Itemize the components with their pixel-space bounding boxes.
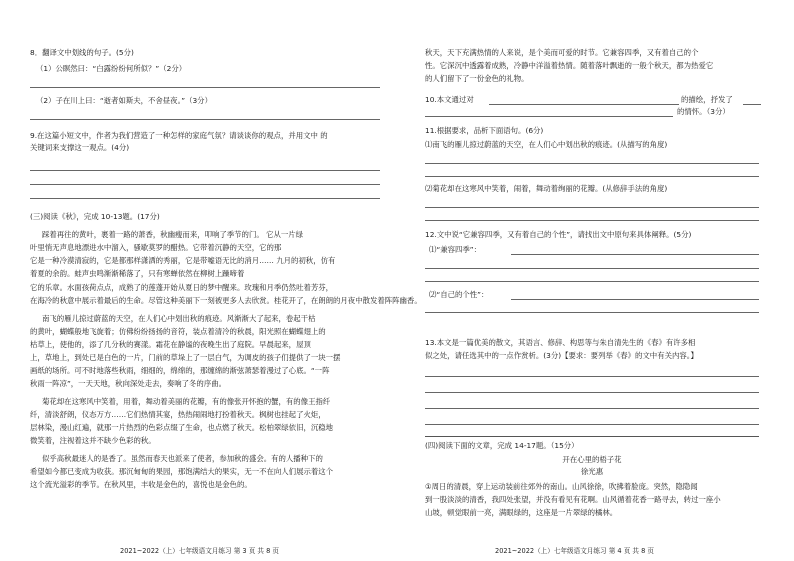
right-page: [407, 0, 764, 561]
page-footer: 2021~2022（上）七年级语文月练习 第 3 页 共 8 页: [120, 547, 279, 555]
answer-line: [30, 198, 380, 199]
answer-line: [425, 392, 759, 393]
blank-line[interactable]: [425, 116, 673, 117]
answer-line: [425, 163, 759, 164]
left-page: [30, 0, 422, 561]
q10-tail: 的情怀。（3分）: [677, 107, 730, 116]
q8-item2: （2）子在川上曰：“逝者如斯夫，不舍昼夜。”（3分）: [36, 96, 212, 105]
para-line: 它的乐章。水面孩荷点点，成熟了的莲蓬开始从夏日的梦中醒来。玫瑰和月季仍然吐着芳芬，: [30, 283, 334, 292]
para-line: 画纸的场所。可不时地落些秋雨，细细的，绵绵的，那缠绵的渐弦萧瑟着漫过了心底。“一阵: [30, 366, 330, 375]
q8-item1: （1）公瞑然曰：“白露纷纷何所似？”（2分）: [36, 64, 187, 73]
q10-mid: 的描绘，抒发了: [681, 95, 733, 104]
answer-line: [425, 268, 759, 269]
para-line: 这个流光溢彩的季节。在秋风里，丰收是金色的，喜悦也是金色的。: [30, 480, 252, 489]
para-line: 它是一种冷漠清寂的，它是都那样潇洒的秀丽，它是带嘘语无比的消月…… 九月的初秋，仿有: [30, 256, 336, 265]
para-line: 性。它深沉中透露着成熟，冷静中洋溢着热情。随着落叶飘逝的一般个秋天，都为热爱它: [425, 61, 714, 70]
answer-line: [511, 299, 759, 300]
section4-heading: (四)阅读下面的文章，完成 14-17题。（15分）: [425, 441, 579, 450]
q12-item1: ⑴“兼容四季”：: [429, 245, 482, 254]
answer-line: [30, 119, 380, 120]
answer-line: [425, 207, 759, 208]
para-line: 枯草上，使他的，添了几分秋的赛漾。霜花在静谧的夜晚生出了庭院。早晨起来，屋顶: [30, 340, 311, 349]
para-line: 似乎高秋最迷人的是香了。虽然而春天也派来了使者，参加秋的盛会。有的人播种下的: [42, 454, 323, 463]
answer-line: [511, 254, 759, 255]
section-divider: [425, 436, 759, 437]
para-line: 山坡，顿觉眼前一亮，满眼绿的，这座是一片翠绿的橘林。: [425, 508, 618, 517]
para-line: 秋天，天下充满热情的人来说，是个美而可爱的时节。它兼容四季，又有着自己的个: [425, 48, 699, 57]
para-line: ①周日的清晨，穿上运动装前往郊外的南山。山风徐徐，吹拂着脸庞。突然，隐隐闻: [425, 482, 698, 491]
answer-line: [30, 184, 380, 185]
q9-line1: 9.在这篇小短文中，作者为我们营造了一种怎样的家庭气氛？请谈谈你的观点，并用文中 的: [30, 131, 328, 140]
blank-line[interactable]: [489, 104, 679, 105]
answer-line: [425, 312, 759, 313]
q9-line2: 关键词来支撑这一观点。(4分): [30, 143, 130, 152]
para-line: 着夏的余韵。蛙声虫鸣渐渐稀落了，只有寒蝉依然在柳树上躁啼着: [30, 269, 245, 278]
q8-title: 8．翻译文中划线的句子。(5分): [30, 48, 134, 57]
para-line: 叶里悄无声息地漂进水中溜入，骚歇莫罗的醋热。它带着沉静的天空，它的那: [30, 243, 282, 252]
answer-line: [425, 281, 759, 282]
answer-line: [425, 408, 759, 409]
para-line: 到一股淡淡的清香，我四处张望，并没有看见有花啊。山风循着花香一路寻去，转过一座小: [425, 495, 721, 504]
blank-line[interactable]: [743, 104, 761, 105]
para-line: 希望如今都已变成为收获。那沉甸甸的果园，那饱满结大的果实，无一不在向人们展示着这个: [30, 467, 334, 476]
q11-item2: ⑵菊花却在这寒风中笑着，闹着，舞动着绚丽的花瓣。(从修辞手法的角度): [425, 184, 668, 193]
para-line: 南飞的雁儿掠过蔚蓝的天空，在人们心中划出秋的痕迹。风渐渐大了起来，卷起干枯: [42, 314, 316, 323]
article-title: 开在心里的梧子花: [562, 455, 622, 464]
para-line: 纤，清淡舒朗，仪态万方……它们热情其宴，热热闹闹地打扮着秋天。枫树也挂起了火炬，: [30, 410, 326, 419]
para-line: 层林染，漫山红遍，就那一片热烈的色彩点缀了生命，也点燃了秋天。松柏翠绿依旧，沉稳地: [30, 423, 334, 432]
para-line: 菊花却在这寒风中笑着，用着，舞动着美丽的花瓣，有的像张开怀抱的蟹，有的像王指纤: [42, 397, 331, 406]
section3-heading: (三)阅读《秋》，完成 10-13题。(17分): [30, 212, 160, 221]
para-line: 秋雨一阵凉”，一天天地，秋向深处走去，奏响了冬的序曲。: [30, 379, 226, 388]
q11-item1: ⑴南飞的雁儿掠过蔚蓝的天空，在人们心中划出秋的痕迹。(从描写的角度): [425, 140, 668, 149]
para-line: 在海冷的秋意中展示着最后的生命。尽管这种美丽下一刻被更多人去欣赏。桂花开了，在朗朗的月夜中散发着阵阵幽香。: [30, 296, 422, 305]
para-line: 上，草地上，到处已是白色的一片，门前的草垛上了一层白气，为调皮的孩子们提供了一块一摆: [30, 353, 341, 362]
page-footer: 2021~2022（上）七年级语文月练习 第 4 页 共 8 页: [495, 547, 654, 555]
para-line: 的人们留下了一份金色的礼物。: [425, 74, 529, 83]
answer-line: [425, 176, 759, 177]
para-line: 踩着再往的黄叶，裹着一路的萧香，秋幽瘦而来，叩响了季节的门。 它从一片绿: [42, 230, 304, 239]
q12-title: 12.文中说“它兼容四季，又有着自己的个性”，请找出文中原句来具体阐释。(5分): [425, 230, 692, 239]
answer-line: [425, 220, 759, 221]
q11-title: 11.根据要求，品析下面语句。(6分): [425, 126, 544, 135]
answer-line: [30, 87, 380, 88]
q10-lead: 10.本文通过对: [425, 95, 474, 104]
article-author: 徐光惠: [580, 467, 604, 476]
para-line: 的黄叶，蝴蝶般地飞旋着；仿佛纷纷扬扬的音符，装点着清冷的秋晨，阳光照在蝴蝶翅上的: [30, 327, 326, 336]
answer-line: [30, 170, 380, 171]
answer-line: [425, 424, 759, 425]
q13-line2: 似之处，请任选其中的一点作赏析。(3分)【要求：要列举《春》的文中有关内容。】: [425, 351, 698, 360]
q12-item2: ⑵“自己的个性”：: [429, 290, 489, 299]
para-line: 微笑着，注视着这并不缺少色彩的秋。: [30, 436, 156, 445]
answer-line: [425, 376, 759, 377]
q13-line1: 13.本文是一篇优美的散文，其语言、修辞、构思等与朱自清先生的《春》有许多相: [425, 338, 696, 347]
